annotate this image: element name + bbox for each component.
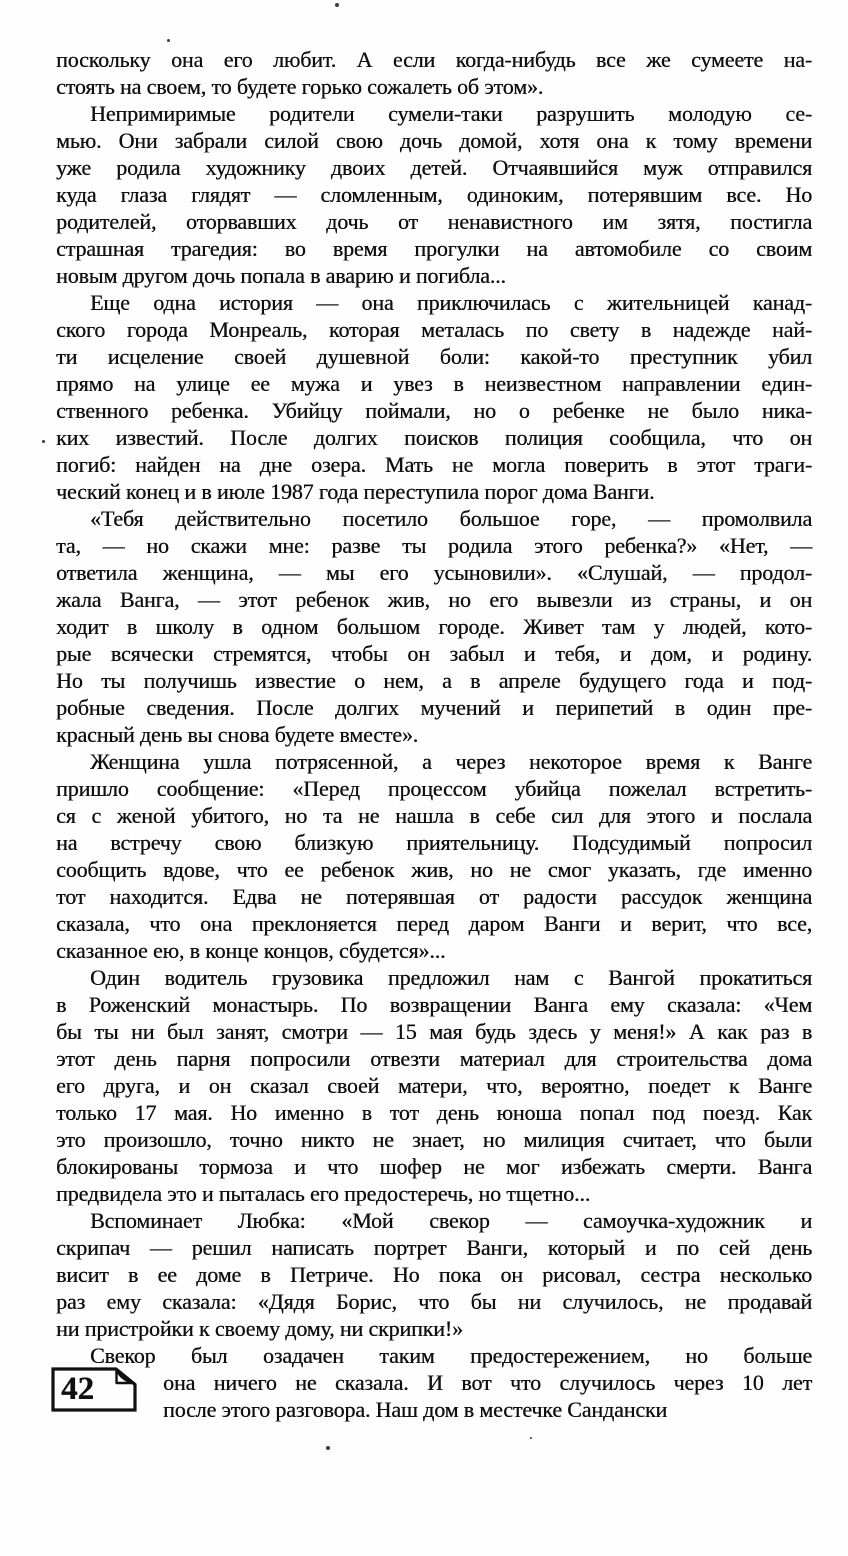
text-line: Женщина ушла потрясенной, а через некоторое время к Ванге: [90, 749, 812, 774]
text-line: ственного ребенка. Убийцу поймали, но о ребенке не было ника-: [56, 398, 812, 423]
text-line: Вспоминает Любка: «Мой свекор — самоучка-художник и: [90, 1208, 812, 1233]
text-line: только 17 мая. Но именно в тот день юноша попал под поезд. Как: [56, 1100, 812, 1125]
text-line: ких известий. После долгих поисков полиция сообщила, что он: [56, 425, 812, 450]
text-line: «Тебя действительно посетило большое горе, — промолвила: [90, 506, 812, 531]
text-line: тот находится. Едва не потерявшая от радости рассудок женщина: [56, 884, 812, 909]
text-line: Еще одна история — она приключилась с жительницей канад-: [90, 290, 812, 315]
text-line: она ничего не сказала. И вот что случилось через 10 лет: [163, 1370, 812, 1395]
text-line: прямо на улице ее мужа и увез в неизвестном направлении един-: [56, 371, 812, 396]
text-line: Свекор был озадачен таким предостережением, но больше: [90, 1343, 812, 1368]
text-line: ходит в школу в одном большом городе. Живет там у людей, кото-: [56, 614, 812, 639]
text-line: родителей, оторвавших дочь от ненавистного им зятя, постигла: [56, 209, 812, 234]
text-line: сказала, что она преклоняется перед даром Ванги и верит, что все,: [56, 911, 812, 936]
text-line: скрипач — решил написать портрет Ванги, который и по сей день: [56, 1235, 812, 1260]
paragraph: [56, 46, 812, 100]
text-line: робные сведения. После долгих мучений и перипетий в один пре-: [56, 695, 812, 720]
paragraph: [56, 748, 812, 964]
text-line: Но ты получишь известие о нем, а в апреле будущего года и под-: [56, 668, 812, 693]
text-line: сказанное ею, в конце концов, сбудется»...: [56, 938, 446, 963]
scan-speck: [530, 1437, 532, 1439]
text-line: стоять на своем, то будете горько сожалеть об этом».: [56, 74, 544, 99]
text-line: Один водитель грузовика предложил нам с Вангой прокатиться: [90, 965, 812, 990]
text-block: [56, 46, 812, 1426]
text-line: Непримиримые родители сумели-таки разрушить молодую се-: [90, 101, 812, 126]
paragraph: [56, 964, 812, 1207]
scan-speck: [167, 39, 170, 42]
text-line: ского города Монреаль, которая металась по свету в надежде най-: [56, 317, 812, 342]
text-line: это произошло, точно никто не знает, но милиция считает, что были: [56, 1127, 812, 1152]
text-line: этот день парня попросили отвезти материал для строительства дома: [56, 1046, 812, 1071]
paragraph: [56, 100, 812, 289]
text-line: погиб: найден на дне озера. Мать не могла поверить в этот траги-: [56, 452, 812, 477]
scan-speck: [42, 440, 45, 443]
text-line: уже родила художнику двоих детей. Отчаявшийся муж отправился: [56, 155, 812, 180]
text-line: ся с женой убитого, но та не нашла в себе сил для этого и послала: [56, 803, 812, 828]
text-line: предвидела это и пыталась его предостеречь, но тщетно...: [56, 1181, 591, 1206]
text-line: пришло сообщение: «Перед процессом убийца пожелал встретить-: [56, 776, 812, 801]
text-line: поскольку она его любит. А если когда-нибудь все же сумеете на-: [56, 47, 812, 72]
text-line: мью. Они забрали силой свою дочь домой, хотя она к тому времени: [56, 128, 812, 153]
text-line: висит в ее доме в Петриче. Но пока он рисовал, сестра несколько: [56, 1262, 812, 1287]
text-line: в Роженский монастырь. По возвращении Ванга ему сказала: «Чем: [56, 992, 812, 1017]
text-line: раз ему сказала: «Дядя Борис, что бы ни случилось, не продавай: [56, 1289, 812, 1314]
text-line: новым другом дочь попала в аварию и погибла...: [56, 263, 506, 288]
text-line: после этого разговора. Наш дом в местечке Сандански: [163, 1397, 668, 1422]
text-line: красный день вы снова будете вместе».: [56, 722, 419, 747]
text-line: блокированы тормоза и что шофер не мог избежать смерти. Ванга: [56, 1154, 812, 1179]
page-number-badge: [51, 1367, 137, 1412]
text-line: куда глаза глядят — сломленным, одиноким, потерявшим все. Но: [56, 182, 812, 207]
text-line: ответила женщина, — мы его усыновили». «Слушай, — продол-: [56, 560, 812, 585]
text-line: ческий конец и в июле 1987 года переступила порог дома Ванги.: [56, 479, 655, 504]
text-line: ти исцеление своей душевной боли: какой-то преступник убил: [56, 344, 812, 369]
text-line: его друга, и он сказал своей матери, что, вероятно, поедет к Ванге: [56, 1073, 812, 1098]
text-line: на встречу свою близкую приятельницу. Подсудимый попросил: [56, 830, 812, 855]
paragraph: [56, 505, 812, 748]
paragraph: [56, 289, 812, 505]
text-line: ни пристройки к своему дому, ни скрипки!»: [56, 1316, 463, 1341]
text-line: рые всячески стремятся, чтобы он забыл и тебя, и дом, и родину.: [56, 641, 812, 666]
text-line: сообщить вдове, что ее ребенок жив, но не смог указать, где именно: [56, 857, 812, 882]
paragraph: [56, 1342, 812, 1423]
text-line: та, — но скажи мне: разве ты родила этого ребенка?» «Нет, —: [56, 533, 812, 558]
page-number: 42: [61, 1371, 94, 1407]
text-line: жала Ванга, — этот ребенок жив, но его вывезли из страны, и он: [56, 587, 812, 612]
text-line: бы ты ни был занят, смотри — 15 мая будь здесь у меня!» А как раз в: [56, 1019, 812, 1044]
paragraph: [56, 1207, 812, 1342]
text-line: страшная трагедия: во время прогулки на автомобиле со своим: [56, 236, 812, 261]
scan-speck: [326, 1446, 330, 1450]
scan-speck: [335, 3, 339, 7]
